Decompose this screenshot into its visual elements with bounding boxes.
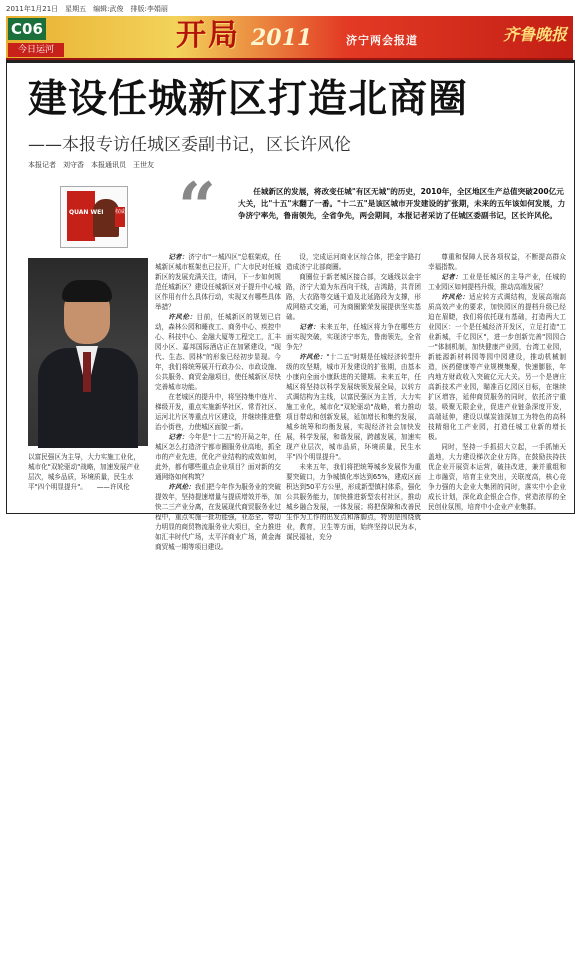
authority-interview-logo bbox=[60, 186, 128, 248]
speaker-label: 记者： bbox=[168, 253, 189, 261]
photo-caption: 以富民强区为主导，大力实施工业化，城市化"双轮驱动"战略，加速发展产业层次，城乡品质，环境质量，民生水平"四个明显提升"。 ——许风伦 bbox=[28, 453, 141, 491]
body-paragraph bbox=[286, 352, 421, 462]
paragraph-text: 我们把今年作为服务业的突破提效年，坚持提速增量与提质增效并举，加快二三产业分离，在发展现代商贸服务业过程中，重点实施一批功能强，业态全、带动力明显的商贸物流服务业大项目，全力推进如汇丰时代广场，太平洋商业广场，黄金海商贸城一期等项目建设。 bbox=[155, 483, 282, 551]
body-paragraph bbox=[428, 442, 566, 512]
paragraph-text: 目前，任城新区的规划已启动，森林公园和睡夜工、商务中心、疾控中心、科技中心、金融大厦等工程完工，汇丰园小区、嘉邦国际酒店正在加紧建设，"现代、生态、园林"的形象已经初步显现。今年，我们将统筹展开行政办公、市政设施、公共服务、商贸金融项目，使任城新区尽快完善城市功能。 bbox=[155, 313, 282, 391]
body-column-1 bbox=[155, 252, 282, 551]
banner-title: 开局 bbox=[176, 18, 240, 53]
paragraph-text: 未来五年，我们将把统筹城乡发展作为重要突破口，力争城镇化率达到65%，建成区面积达到50平方公里，形成新型镇村体系，强化公共服务能力，加快推进新型农村社区，推动城乡融合发展，一体发展；将把保障和改善民生作为工作的出发点和落脚点，特别是围绕就业，教育，卫生等方面，始终坚持以民为本，谋民福祉，充分 bbox=[286, 463, 421, 541]
body-paragraph bbox=[428, 252, 566, 272]
photo-hair bbox=[62, 280, 112, 302]
paragraph-text: 在老城区的提升中，将坚持集中连片、梯级开发，重点实施新华社区、常青社区、运河北片区等重点片区建设，并继续推进整治小街巷，力使城区面貌一新。 bbox=[155, 393, 281, 431]
masthead-logo: 齐鲁晚报 bbox=[502, 25, 567, 44]
body-paragraph bbox=[286, 462, 421, 542]
body-paragraph bbox=[155, 312, 281, 392]
article-headline: 建设任城新区打造北商圈 bbox=[28, 77, 469, 122]
body-paragraph bbox=[155, 252, 281, 312]
paragraph-text: 同时，坚持一手抓招大立起，一手抓铺天盖地，大力建设梯次企业方阵，在鼓励扶持扶优企业开展资本运营，破挂改进，兼并重组和上市融资，培育主业突出，关联度高，核心竞争力强的大企业大集团的同时，落实中小企业成长计划，深化政企银企合作，营造浓厚的全民创业氛围，培育中小企业产业集群。 bbox=[428, 443, 566, 511]
logo-red-block bbox=[67, 191, 95, 241]
paragraph-text: 工业是任城区的主导产业，任城的工业园区如何提档升级，推动高端发展？ bbox=[428, 273, 567, 291]
speaker-label: 许风伦： bbox=[168, 483, 195, 491]
paragraph-text: 济宁市"一城四区"总框架成，任城新区城市框架也已拉开，广大市民对任城新区的发展充满关注，请问，下一步如何规范任城新区？建设任城新区对于提升中心城区作用有什么具体行动，实现又有哪些具体举措？ bbox=[155, 253, 281, 311]
body-paragraph bbox=[286, 322, 421, 352]
logo-tag: 权威 bbox=[115, 207, 125, 227]
body-paragraph bbox=[286, 272, 421, 322]
paragraph-text: 未来五年，任城区将力争在哪些方面实现突破，实现济宁率先，鲁南领先，全省争先？ bbox=[286, 323, 422, 351]
body-paragraph bbox=[428, 272, 566, 292]
paragraph-text: 今年是"十二五"的开局之年，任城区怎么打造济宁都市圈服务业高地，抓全市的产业先进，优化产业结构的成效如何，此外，都有哪些重点企业项目？面对新的交通网络如何构筑？ bbox=[155, 433, 281, 481]
paragraph-text: 尊重和保障人民各项权益，不断提高群众幸福指数。 bbox=[428, 253, 566, 271]
body-paragraph bbox=[155, 432, 281, 482]
body-column-2 bbox=[286, 252, 422, 541]
banner-ribbon: 济宁两会报道 bbox=[346, 34, 418, 47]
body-paragraph bbox=[155, 392, 281, 432]
article-subhead: ——本报专访任城区委副书记，区长许风伦 bbox=[28, 135, 351, 155]
article-lead: 任城新区的发展，将改变任城"有区无城"的历史，2010年，全区地区生产总值突破200亿元大关，比"十五"末翻了一番。"十二五"是该区城市开发建设的扩张期，未来的五年该如何发展，力争济宁率先，鲁南领先，全省争先，两会期间，本报记者采访了任城区委副书记，区长许风伦。 bbox=[238, 187, 566, 220]
page-banner bbox=[6, 16, 573, 60]
speaker-label: 记者： bbox=[441, 273, 463, 281]
photo-tie bbox=[83, 352, 91, 392]
body-paragraph bbox=[428, 292, 566, 442]
section-tag: 今日运河 bbox=[8, 43, 64, 57]
paragraph-text: 商圈位于新老城区接合部，交通线以金宇路，济宁大道为东西向干线，吉鸿路，共青团路，大衣路等交通干道及北延路段为支撑，形成网格式交通，可为商圈繁荣发展提供坚实基础。 bbox=[286, 273, 421, 321]
portrait-photo bbox=[28, 258, 148, 446]
speaker-label: 记者： bbox=[299, 323, 320, 331]
speaker-label: 许风伦： bbox=[299, 353, 327, 361]
page-code: C06 bbox=[8, 18, 46, 40]
speaker-label: 记者： bbox=[168, 433, 189, 441]
body-paragraph bbox=[155, 482, 281, 552]
issue-info-line: 2011年1月21日 星期五 编辑:武俊 排版:李娟丽 bbox=[6, 5, 168, 13]
banner-year: 2011 bbox=[251, 25, 313, 51]
paragraph-text: 适应转方式调结构，发展高端高质高效产业的要求，加快园区的提档升级已经迫在眉睫，我们将依托现有基础，打造两大工业园区：一个是任城经济开发区，立足打造"工业新城，千亿园区"，进一步创新完善"园园合一"体制机制，加快健康产业园，台湾工业园，新能源新材料园等园中园建设，推动机械制造，医药健康等产业规模集聚，快速膨胀，年内地方财政收入突破亿元大关。另一个是唐庄高新技术产业园，瞄准百亿园区目标，在继续扩区增容，延伸商贸服务的同时，依托济宁重装，吸聚无限企业，促进产业链条深度开发，高端延伸，建设以煤炭油深加工为特色的高科技精细化工产业园，打造任城工业新的增长极。 bbox=[428, 293, 567, 441]
article-byline: 本报记者 刘守香 本报通讯员 王世友 bbox=[28, 161, 154, 169]
speaker-label: 许风伦： bbox=[441, 293, 470, 301]
paragraph-text: 设，完成运河商业区综合体，把金宇路打造成济宁北部商圈。 bbox=[286, 253, 421, 271]
speaker-label: 许风伦： bbox=[168, 313, 197, 321]
body-column-3 bbox=[428, 252, 567, 511]
logo-text: QUAN WEI bbox=[69, 209, 104, 216]
body-paragraph bbox=[286, 252, 421, 272]
paragraph-text: "十二五"时期是任城经济转型升级的攻坚期，城市开发建设的扩张期，由基本小康向全面小康跃进的关键期。未来五年，任城区将坚持以科学发展统领发展全局，以转方式调结构为主线，以富民强区为主旨，大力实施工业化，城市化"双轮驱动"战略，着力推动项目带动和创新发展，延加增长和集约发展，城乡统筹和均衡发展，实现经济社会加快发展，科学发展，和谐发展，跨越发展，加速实现产业层次，城市品质，环境质量，民生水平"四个明显提升"。 bbox=[286, 353, 421, 461]
quote-mark-icon: “ bbox=[178, 168, 216, 246]
